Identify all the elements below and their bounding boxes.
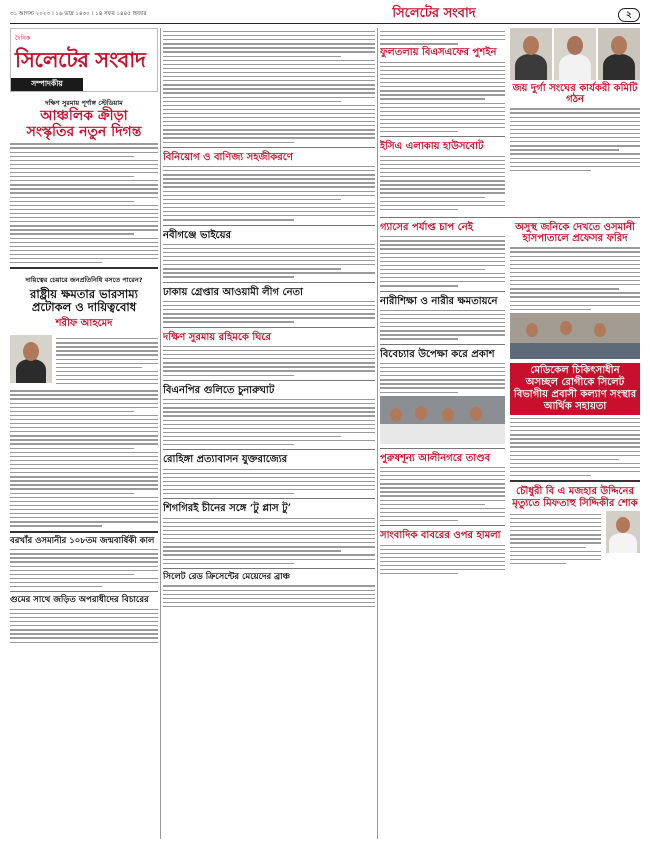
c2-headline-china: শিগগিরই চীনের সঙ্গে ‘টু প্লাস টু’ [163,503,292,515]
c2-headline-south-surma: দক্ষিণ সুরমায় রহিমকে ঘিরে [163,331,271,343]
obituary-body [10,549,158,587]
c3-welfare-body [510,418,640,477]
c3-headline-gas: গ্যাসের পর্যাপ্ত চাপ নেই [380,221,473,233]
c3-alinagar-body [380,467,505,522]
bottom-headline: গুমের সাথে জড়িত অপরাধীদের বিচারের [10,595,149,606]
editorial-body [10,143,158,263]
c3-intro-body [380,31,505,45]
c2-headline-chunarughat: বিএনপির গুলিতে চুনারুঘাট [163,384,275,396]
c3-pushin-body [380,62,505,133]
c3-hospital-body [510,247,640,310]
column-editorial [10,28,158,839]
hospital-photo [510,313,640,359]
masthead-name: সিলেটের সংবাদ [15,47,146,72]
c3-headline-journalist: সাংবাদিক বাবরের ওপর হামলা [380,530,501,542]
editorial-headline-1: আঞ্চলিক ক্রীড়া [40,108,128,124]
column-news-right [380,28,640,839]
column-news-center [163,28,375,839]
masthead-prefix: দৈনিক [15,35,31,42]
oped-body-top [56,338,158,387]
committee-photo-2 [554,28,596,80]
c3-headline-houseboat: ইসিএ এলাকায় হাউসবোট [380,141,484,153]
header-masthead: সিলেটের সংবাদ [392,6,476,21]
c2-dhaka-body [163,301,375,323]
column-divider [160,28,161,839]
condolence-photo [606,511,640,553]
c2-headline-rohingya: রোহিঙ্গা প্রত্যাবাসন যুক্তরাজ্যের [163,454,288,466]
editorial-section-tag: সম্পাদকীয় [11,78,83,91]
page-header [10,6,640,24]
c3-headline-publish: বিবেচ্যার উপেক্ষা করে প্রকাশ [380,348,495,360]
oped-headline: রাষ্ট্রীয় ক্ষমতার ভারসাম্য প্রটোকল ও দায়িত্ববোধ [30,287,138,315]
c3-condolence-body [510,514,601,567]
editorial-kicker: দক্ষিণ সুরমায় পূর্ণাঙ্গ স্টেডিয়াম [45,99,123,107]
c2-headline-nabiganj: নবীগঞ্জে ভাইয়ের [163,229,231,241]
oped-kicker: দায়িত্বের চেয়ারে জনপ্রতিনিধি বসতে পারেন? [25,276,143,285]
c3-headline-alinagar: পুরুষশূন্য আলীনগরে তাণ্ডব [380,452,491,464]
c3-headline-hospital: অসুস্থ জনিকে দেখতে ওসমানী হাসপাতালে প্রফেসর ফরিদ [515,221,635,245]
c3-headline-condolence: চৌধুরী বি এ মজহার উদ্দিনের মৃত্যুতে মিফতাহু সিদ্দিকীর শোক [512,486,638,509]
c3-gas-body [380,236,505,286]
page-number: ২ [618,8,640,22]
obituary-headline: বরখাঁর ওসমানীর ১০৮তম জন্মবার্ষিকী কাল [10,535,155,546]
c3-headline-welfare: মেডিকেল চিকিৎসাধীন অসচ্ছল রোগীকে সিলেট বিভাগীয় প্রবাসী কল্যাণ সংস্থার আর্থিক সহায়তা [510,363,640,415]
c2-chunarughat-body [163,399,375,445]
c2-rohingya-body [163,469,375,495]
oped-author: শরীফ আহমেদ [55,318,113,330]
oped-body [10,390,158,526]
c2-china-body [163,518,375,564]
c2-red-crescent-body [163,585,375,607]
column-divider [377,28,378,839]
c2-south-surma-body [163,346,375,376]
c3-committee-body [510,108,640,171]
c3-publish-body [380,363,505,393]
editorial-headline-2: সংস্কৃতির নতুন দিগন্ত [26,123,142,140]
bottom-body [10,609,158,643]
author-photo [10,335,52,383]
c3-headline-committee: জয় দুর্গা সংঘের কার্যকরী কমিটি গঠন [512,83,638,106]
c2-headline-investment: বিনিয়োগ ও বাণিজ্য সহজীকরণে [163,151,293,163]
committee-photo-1 [510,28,552,80]
editorial-masthead [10,28,158,92]
meeting-photo [380,396,505,444]
c2-investment-body [163,166,375,221]
c3-headline-women: নারীশিক্ষা ও নারীর ক্ষমতায়নে [380,295,498,307]
c3-headline-pushin: ফুলতলায় বিএসএফের পুশইন [380,47,497,59]
c2-headline-red-crescent: সিলেট রেড ক্রিসেন্টের মেয়েদের ব্রাঞ্চ [163,571,291,582]
c3-women-body [380,310,505,340]
c2-nabiganj-body [163,244,375,278]
c2-headline-dhaka: ঢাকায় গ্রেপ্তার আওয়ামী লীগ নেতা [163,286,303,298]
c3-houseboat-body [380,156,505,211]
date-line: ৩১ আগস্ট ২০২৩ । ১৬ ভাদ্র ১৪৩০ । ১৪ সফর ১৪৪৫ হিজরি [10,10,147,17]
c3-journalist-body [380,545,505,575]
committee-photo-3 [598,28,640,80]
c2-intro-body [163,31,375,143]
